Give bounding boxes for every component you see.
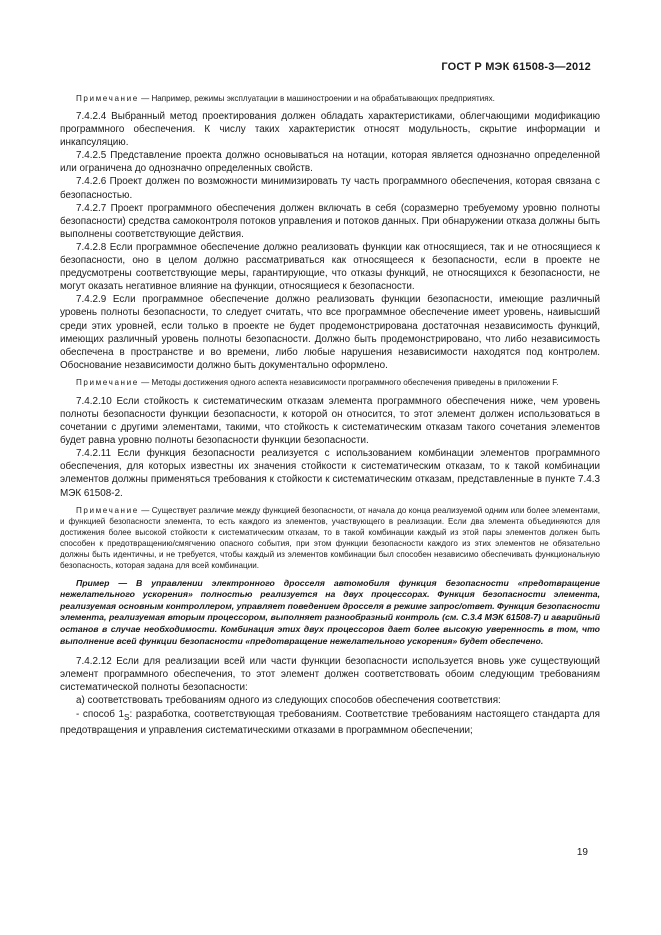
example-throttle-control: Пример — В управлении электронного дросселя автомобиля функция безопасности «предотвращение нежелательного ускорения» полностью реализуется на двух процессорах. Функция безопасности элемента, реализуемая основным контроллером, управляет поведением дросселя в режиме запрос/ответ. Функция безопасности элемента, реализуемая вторым процессором, выполняет разнообразный контроль (см. С.3.4 МЭК 61508-7) и аварийный останов в случае необходимости. Комбинация этих двух процессоров дает более высокую уверенность в том, что выполнение всей функции безопасности «предотвращение нежелательного ускорения» будет обеспечено. (60, 577, 600, 646)
clause-7-4-2-12: 7.4.2.12 Если для реализации всей или части функции безопасности используется вновь уже существующий элемент программного обеспечения, то этот элемент должен соответствовать обоим следующим требованиям систематической полноты безопасности: (60, 656, 600, 694)
clause-7-4-2-5: 7.4.2.5 Представление проекта должно основываться на нотации, которая является однозначно определенной или ограничена до однозначно определенных свойств. (60, 150, 600, 175)
standard-code-header: ГОСТ Р МЭК 61508-3—2012 (441, 61, 591, 73)
clause-7-4-2-6: 7.4.2.6 Проект должен по возможности минимизировать ту часть программного обеспечения, которая связана с безопасностью. (60, 176, 600, 201)
method-1s-item (60, 708, 600, 737)
note-operating-modes (60, 93, 600, 104)
clause-7-4-2-7: 7.4.2.7 Проект программного обеспечения должен включать в себя (соразмерно требуемому уровню полноты безопасности) средства самоконтроля потоков управления и потоков данных. При обнаружении отказа должны быть выполнены соответствующие действия. (60, 202, 600, 240)
list-item-a: а) соответствовать требованиям одного из следующих способов обеспечения соответствия: (76, 695, 501, 707)
note-label: Примечание (76, 377, 139, 387)
clause-7-4-2-4: 7.4.2.4 Выбранный метод проектирования должен обладать характеристиками, облегчающими модификацию программного обеспечения. К числу таких характеристик относят модульность, скрытие информации и инкапсуляцию. (60, 111, 600, 149)
note-independence-methods (60, 377, 600, 388)
method-text: : разработка, соответствующая требованиям. Соответствие требованиям настоящего стандарта для предотвращения и управления систематическими отказами в программном обеспечении; (60, 708, 600, 736)
clause-7-4-2-10: 7.4.2.10 Если стойкость к систематическим отказам элемента программного обеспечения ниже, чем уровень полноты безопасности функции безопасности, к которой он относится, то этот элемент должен использоваться в сочетании с другими элементами, такими, что стойкость к систематическим отказам такого сочетания элементов будет равна уровню полноты безопасности функции безопасности. (60, 395, 600, 447)
page-body (60, 93, 600, 737)
clause-7-4-2-11: 7.4.2.11 Если функция безопасности реализуется с использованием комбинации элементов программного обеспечения, для которых известны их значения стойкости к систематическим отказам, то к такой комбинации элементов должны применяться требования к стойкости к систематическим отказам, представленные в пункте 7.4.3 МЭК 61508-2. (60, 448, 600, 499)
note-text: — Методы достижения одного аспекта независимости программного обеспечения приведены в приложении F. (138, 377, 559, 387)
note-label: Примечание (76, 505, 139, 515)
note-text: — Например, режимы эксплуатации в машиностроении и на обрабатывающих предприятиях. (138, 94, 495, 103)
note-label: Примечание (76, 94, 139, 103)
method-prefix: - способ 1 (76, 708, 125, 720)
clause-7-4-2-8: 7.4.2.8 Если программное обеспечение должно реализовать функции как относящиеся, так и не относящиеся к безопасности, оно в целом должно рассматриваться как относящееся к безопасности, если в проекте не предусмотрены соответствующие меры, гарантирующие, что отказы функций, не относящихся к безопасности, не могут оказать негативное влияние на функции, относящиеся к безопасности. (60, 241, 600, 293)
clause-7-4-2-9: 7.4.2.9 Если программное обеспечение должно реализовать функции безопасности, имеющие различный уровень полноты безопасности, то следует считать, что все программное обеспечение имеет уровень, наивысший среди этих уровней, если только в проекте не будет продемонстрирована достаточная независимость функций, имеющих различный уровень полноты безопасности. Должно быть продемонстрировано, что либо независимость обеспечена в пространстве и во времени, либо любые нарушения независимости находятся под контролем. Обоснование независимости должно быть документально оформлено. (60, 294, 600, 371)
note-text: — Существует различие между функцией безопасности, от начала до конца реализуемой одним или более элементами, и функцией безопасности элемента, то есть каждого из элементов, участвующего в реализации. Если два элемента объединяются для достижения более высокой стойкости к систематическим отказам, то в такой комбинации каждый из этой пары элементов должен быть способен к предотвращению/смягчению опасного события, при этом функции безопасности каждого из этих элементов не обязательно должны быть идентичны, и не требуется, чтобы каждый из элементов комбинации был способен независимо обеспечивать функциональную безопасность, которая задана для всей комбинации. (60, 505, 600, 570)
note-element-safety-function (60, 505, 600, 571)
method-subscript: S (124, 712, 130, 722)
page-number: 19 (576, 847, 588, 858)
